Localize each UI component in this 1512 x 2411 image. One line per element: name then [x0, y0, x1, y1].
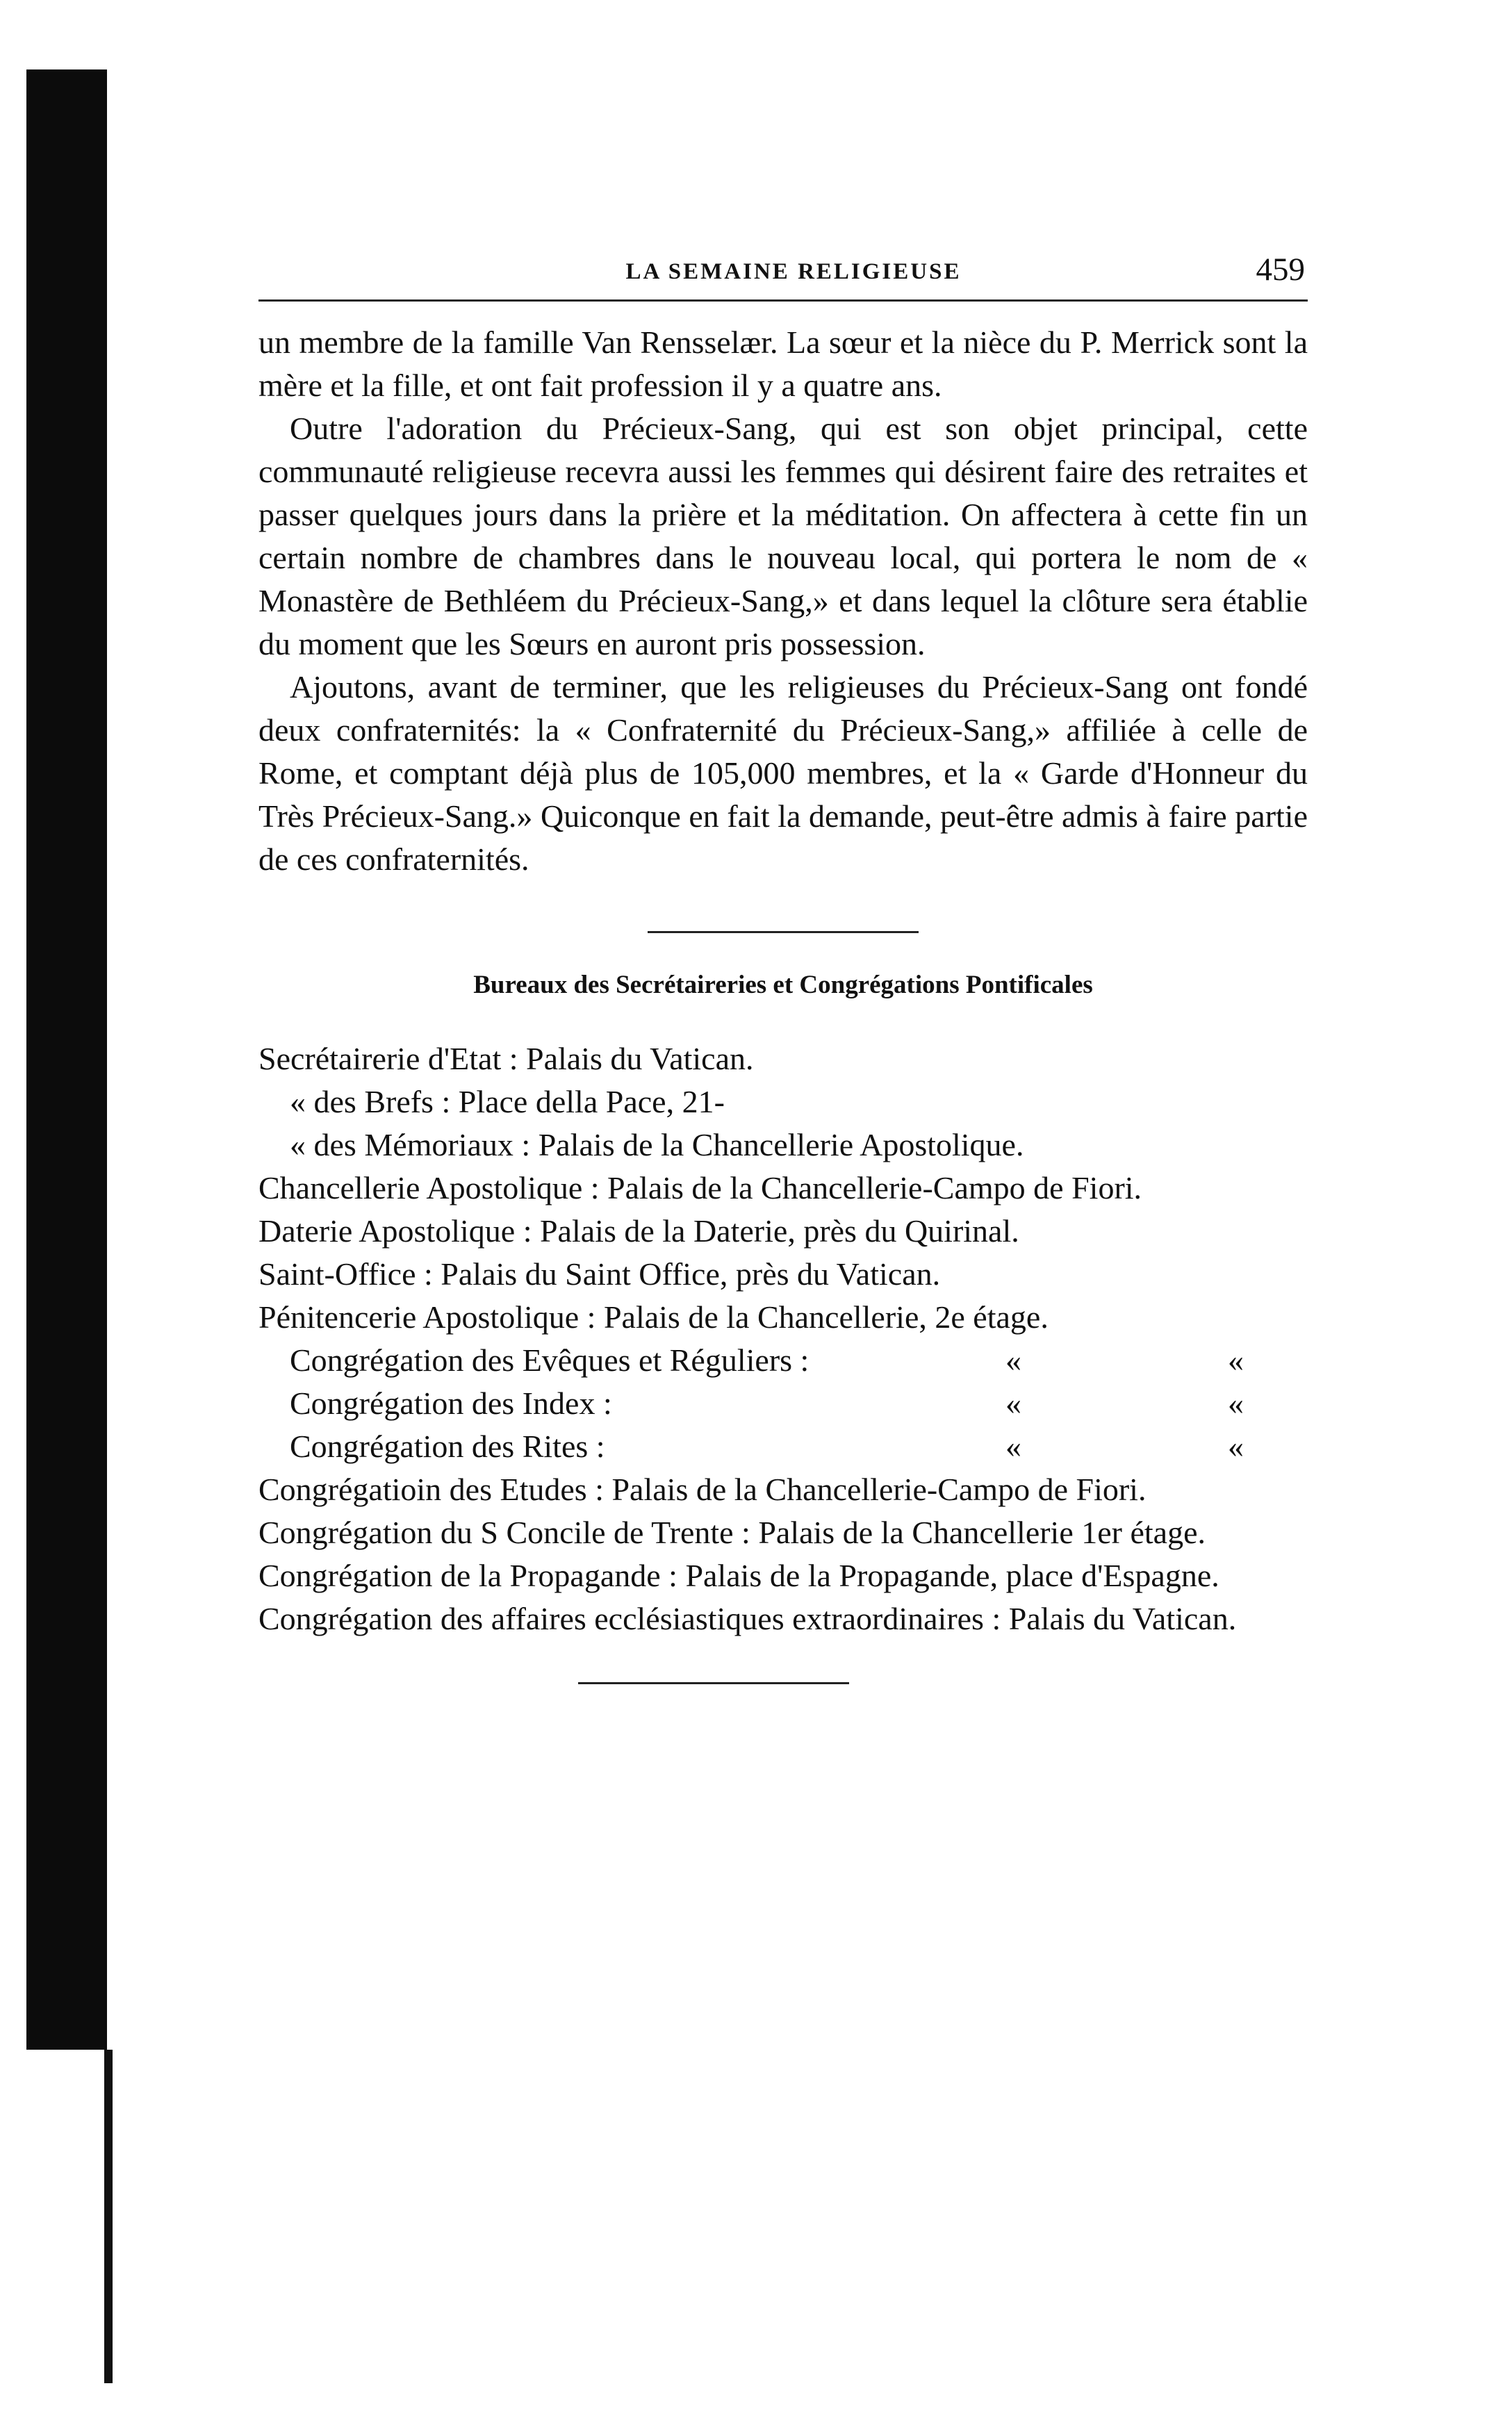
list-item: Chancellerie Apostolique : Palais de la Chancellerie-Campo de Fiori.: [258, 1170, 1142, 1206]
list-item: Saint-Office : Palais du Saint Office, près du Vatican.: [258, 1256, 941, 1292]
list-item: [290, 1425, 1308, 1468]
list-item: Pénitencerie Apostolique : Palais de la Chancellerie, 2e étage.: [258, 1299, 1049, 1335]
list-item: Congrégation de la Propagande : Palais de la Propagande, place d'Espagne.: [258, 1558, 1219, 1593]
ditto-mark: «: [1005, 1342, 1021, 1378]
list-item: « des Brefs : Place della Pace, 21-: [290, 1084, 725, 1119]
closing-rule: [578, 1682, 849, 1684]
ditto-mark: «: [1228, 1429, 1244, 1464]
body-text: [258, 321, 1308, 881]
scan-binding-shadow: [26, 69, 107, 2050]
paragraph-adoration: Outre l'adoration du Précieux-Sang, qui est son objet principal, cette communauté religieuse recevra aussi les femmes qui désirent faire des retraites et passer quelques jours dans la prière et la méditation. On affectera à cette fin un certain nombre de chambres dans le nouveau local, qui portera le nom de « Monastère de Bethléem du Précieux-Sang,» et dans lequel la clôture sera établie du moment que les Sœurs en auront pris possession.: [258, 411, 1308, 661]
paragraph-continued: un membre de la famille Van Rensselær. La sœur et la nièce du P. Merrick sont la mère et la fille, et ont fait profession il y a quatre ans.: [258, 324, 1308, 403]
ditto-mark: «: [1005, 1385, 1021, 1421]
list-item: Congrégatioin des Etudes : Palais de la Chancellerie-Campo de Fiori.: [258, 1472, 1147, 1507]
list-item-label: Congrégation des Index :: [290, 1385, 612, 1421]
list-item: Congrégation des affaires ecclésiastiques extraordinaires : Palais du Vatican.: [258, 1601, 1237, 1636]
page-number: 459: [1256, 252, 1305, 288]
list-item-label: Congrégation des Evêques et Réguliers :: [290, 1342, 810, 1378]
list-item: Daterie Apostolique : Palais de la Daterie, près du Quirinal.: [258, 1213, 1019, 1249]
ditto-mark: «: [1005, 1429, 1021, 1464]
section-heading: Bureaux des Secrétaireries et Congrégations Pontificales: [473, 971, 1093, 999]
list-item: Congrégation du S Concile de Trente : Palais de la Chancellerie 1er étage.: [258, 1515, 1206, 1550]
running-title: LA SEMAINE RELIGIEUSE: [625, 259, 962, 284]
running-header: [258, 247, 1308, 295]
list-item: « des Mémoriaux : Palais de la Chancellerie Apostolique.: [290, 1127, 1024, 1162]
office-list: [258, 1037, 1308, 1640]
list-item: [290, 1339, 1308, 1382]
scan-binding-edge: [104, 2050, 113, 2383]
section-divider: [648, 931, 919, 933]
list-item: Secrétairerie d'Etat : Palais du Vatican.: [258, 1041, 754, 1076]
header-rule: [258, 299, 1308, 302]
list-item-label: Congrégation des Rites :: [290, 1429, 605, 1464]
paragraph-confraternities: Ajoutons, avant de terminer, que les religieuses du Précieux-Sang ont fondé deux confraternités: la « Confraternité du Précieux-Sang,» affiliée à celle de Rome, et comptant déjà plus de 105,000 membres, et la « Garde d'Honneur du Très Précieux-Sang.» Quiconque en fait la demande, peut-être admis à faire partie de ces confraternités.: [258, 669, 1308, 877]
ditto-mark: «: [1228, 1385, 1244, 1421]
ditto-mark: «: [1228, 1342, 1244, 1378]
list-item: [290, 1382, 1308, 1425]
book-page: [258, 247, 1308, 1684]
